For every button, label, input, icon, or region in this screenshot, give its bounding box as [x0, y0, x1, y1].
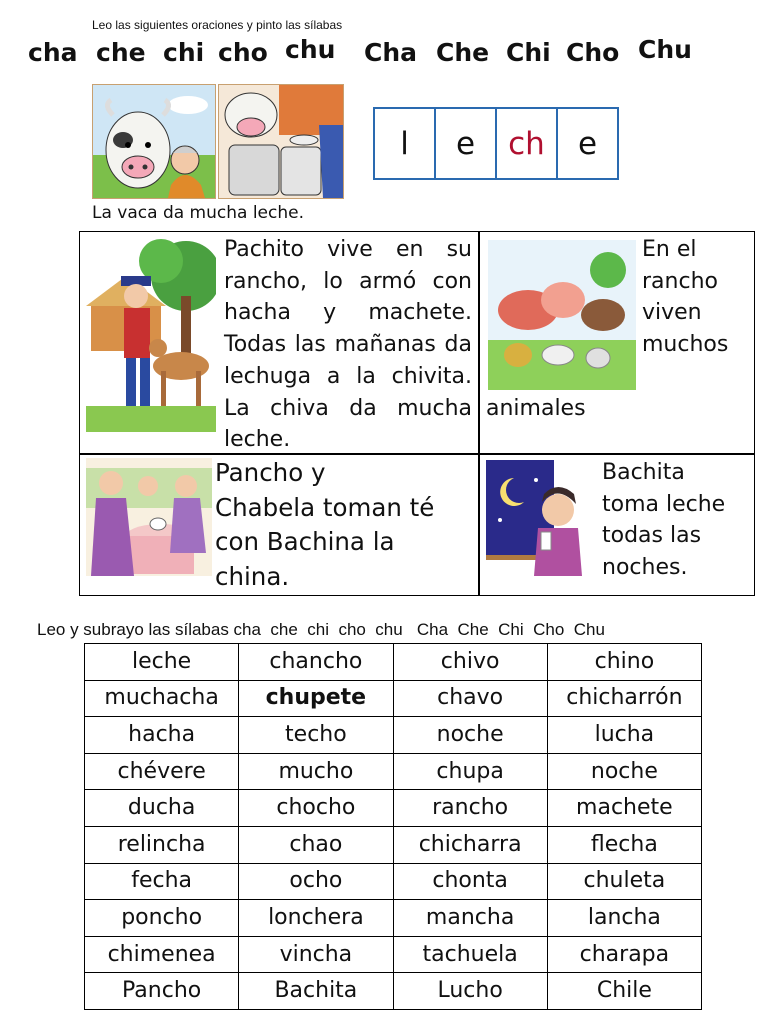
word-cell: chavo [393, 680, 547, 717]
story-line: Chabela toman té [215, 492, 435, 522]
table-row [85, 644, 702, 681]
word-cell: hacha [85, 717, 239, 754]
word-cell: charapa [547, 936, 701, 973]
story-text-pancho [215, 456, 434, 595]
word-cell: ocho [239, 863, 393, 900]
table-row [85, 717, 702, 754]
letter-box: ch [497, 109, 558, 178]
syllable: cho [218, 38, 268, 67]
caption: La vaca da mucha leche. [92, 203, 304, 223]
syllable: Cha [364, 38, 418, 67]
farm-animals-illustration [488, 240, 636, 390]
word-cell: ducha [85, 790, 239, 827]
word-cell: chocho [239, 790, 393, 827]
word-boxes-leche [373, 107, 619, 180]
letter-box: e [577, 125, 598, 162]
word-cell: Chile [547, 973, 701, 1010]
word-cell: muchacha [85, 680, 239, 717]
story-text-rancho [642, 234, 728, 361]
word-cell: chupete [239, 680, 393, 717]
story-line: todas las [602, 523, 702, 549]
word-cell: chancho [239, 644, 393, 681]
word-cell: Bachita [239, 973, 393, 1010]
story-line: animales [486, 396, 586, 421]
story-line: con Bachina la [215, 527, 395, 557]
cow-illustration [92, 84, 216, 199]
word-cell: chuleta [547, 863, 701, 900]
word-cell: lonchera [239, 900, 393, 937]
syllable: chi [163, 38, 205, 67]
story-line: china. [215, 562, 290, 592]
word-cell: flecha [547, 826, 701, 863]
instruction-top: Leo las siguientes oraciones y pinto las sílabas [92, 18, 343, 32]
word-cell: noche [393, 717, 547, 754]
girl-drinking-milk-illustration [486, 460, 584, 576]
word-cell: chicharra [393, 826, 547, 863]
story-line: toma leche [602, 491, 726, 517]
word-cell: chévere [85, 753, 239, 790]
tea-party-illustration [86, 458, 212, 576]
word-cell: machete [547, 790, 701, 827]
story-line: Pancho y [215, 458, 326, 487]
word-cell: chonta [393, 863, 547, 900]
syllable: Che [436, 38, 490, 67]
word-cell: leche [85, 644, 239, 681]
table-row [85, 863, 702, 900]
word-cell: mucho [239, 753, 393, 790]
table-row [85, 753, 702, 790]
table-row [85, 826, 702, 863]
story-line: Bachita [602, 460, 685, 485]
story-line: noches. [602, 555, 688, 581]
word-cell: lancha [547, 900, 701, 937]
story-line: En el [642, 237, 697, 262]
word-cell: tachuela [393, 936, 547, 973]
story-text-pachito: Pachito vive en su rancho, lo armó con hacha y machete. Todas las mañanas da lechuga a la chivita. La chiva da mucha leche. [224, 237, 472, 453]
letter-box: l [375, 109, 436, 178]
word-cell: noche [547, 753, 701, 790]
syllable: cha [28, 38, 78, 67]
syllable: chu [285, 35, 336, 64]
table-row [85, 680, 702, 717]
word-cell: chino [547, 644, 701, 681]
word-cell: chupa [393, 753, 547, 790]
word-cell: lucha [547, 717, 701, 754]
story-text-bachita [602, 457, 725, 584]
word-cell: poncho [85, 900, 239, 937]
word-cell: relincha [85, 826, 239, 863]
word-cell: mancha [393, 900, 547, 937]
story-line: muchos [642, 332, 729, 358]
word-table [84, 643, 702, 1010]
table-row [85, 973, 702, 1010]
milking-illustration [218, 84, 344, 199]
word-cell: techo [239, 717, 393, 754]
table-row [85, 900, 702, 937]
word-cell: chicharrón [547, 680, 701, 717]
syllable: Chu [638, 35, 692, 64]
word-cell: chivo [393, 644, 547, 681]
syllable: Cho [566, 38, 620, 67]
story-grid [79, 231, 755, 596]
syllable: Chi [506, 38, 551, 67]
word-cell: fecha [85, 863, 239, 900]
syllable-row [28, 35, 728, 78]
word-cell: Lucho [393, 973, 547, 1010]
word-cell: Pancho [85, 973, 239, 1010]
word-cell: chimenea [85, 936, 239, 973]
table-row [85, 790, 702, 827]
word-cell: chao [239, 826, 393, 863]
syllable: che [96, 38, 146, 67]
table-row [85, 936, 702, 973]
letter-box: e [436, 109, 497, 178]
instruction-table: Leo y subrayo las sílabas cha che chi cho chu Cha Che Chi Cho Chu [37, 620, 605, 639]
story-line: rancho [642, 268, 718, 294]
word-cell: rancho [393, 790, 547, 827]
word-cell: vincha [239, 936, 393, 973]
farmer-goat-illustration [86, 236, 216, 432]
story-line: viven [642, 300, 702, 326]
